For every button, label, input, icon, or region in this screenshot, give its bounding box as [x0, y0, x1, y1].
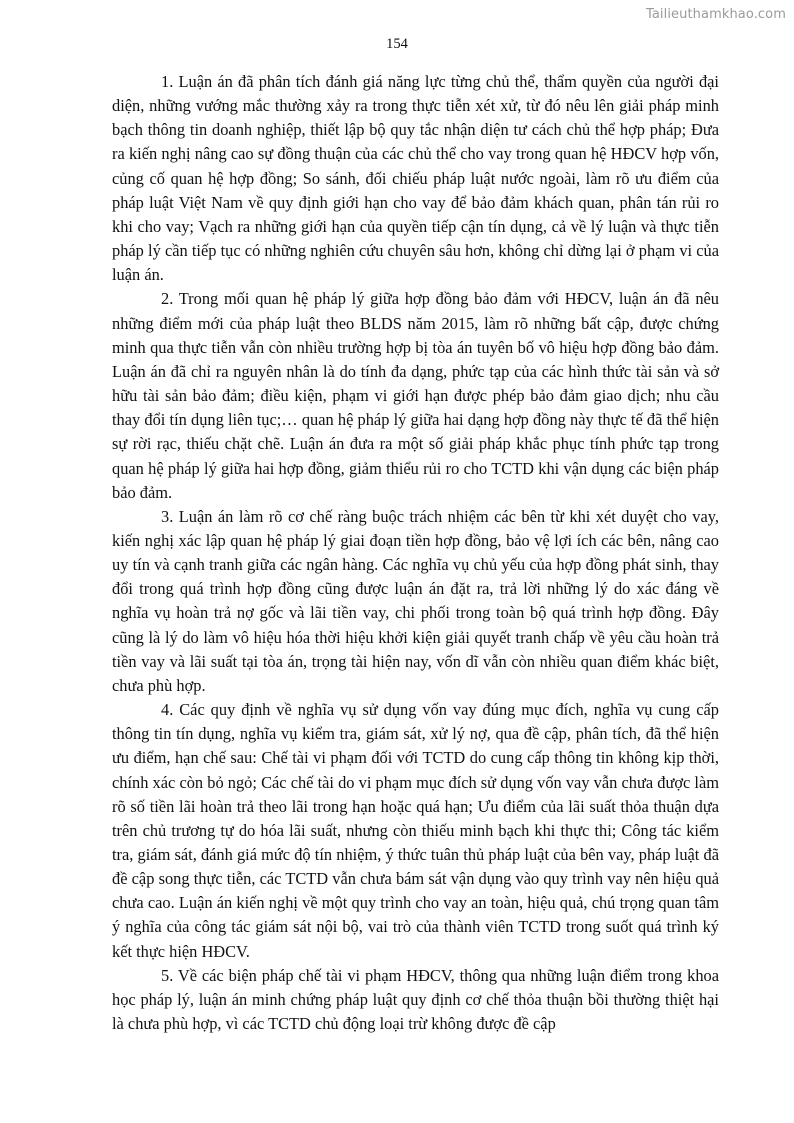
paragraph-2: 2. Trong mối quan hệ pháp lý giữa hợp đồng bảo đảm với HĐCV, luận án đã nêu những điểm mới của pháp luật theo BLDS năm 2015, làm rõ những bất cập, được chứng minh qua thực tiễn vẫn còn nhiều trường hợp bị tòa án tuyên bố vô hiệu hợp đồng bảo đảm. Luận án đã chỉ ra nguyên nhân là do tính đa dạng, phức tạp của các hình thức tài sản và sở hữu tài sản bảo đảm; điều kiện, phạm vi giới hạn được phép bảo đảm giao dịch; nhu cầu thay đổi tín dụng liên tục;… quan hệ pháp lý giữa hai dạng hợp đồng này thực tế đã thể hiện sự rời rạc, thiếu chặt chẽ. Luận án đưa ra một số giải pháp khắc phục tính phức tạp trong quan hệ pháp lý giữa hai hợp đồng, giảm thiểu rủi ro cho TCTD khi vận dụng các biện pháp bảo đảm.	[112, 289, 719, 502]
paragraph-3: 3. Luận án làm rõ cơ chế ràng buộc trách nhiệm các bên từ khi xét duyệt cho vay, kiến nghị xác lập quan hệ pháp lý giai đoạn tiền hợp đồng, bảo vệ lợi ích các bên, nâng cao uy tín và cạnh tranh giữa các ngân hàng. Các nghĩa vụ chủ yếu của hợp đồng phát sinh, thay đổi trong quá trình hợp đồng cũng được luận án đặt ra, trả lời những lý do xác đáng về nghĩa vụ hoàn trả nợ gốc và lãi tiền vay, chi phối trong toàn bộ quá trình hợp đồng. Đây cũng là lý do làm vô hiệu hóa thời hiệu khởi kiện giải quyết tranh chấp về yêu cầu hoàn trả tiền vay và lãi suất tại tòa án, trọng tài hiện nay, vốn dĩ vẫn còn nhiều quan điểm khác biệt, chưa phù hợp.	[112, 506, 719, 695]
paragraph-4: 4. Các quy định về nghĩa vụ sử dụng vốn vay đúng mục đích, nghĩa vụ cung cấp thông tin tín dụng, nghĩa vụ kiểm tra, giám sát, xử lý nợ, qua đề cập, phân tích, đã thể hiện ưu điểm, hạn chế sau: Chế tài vi phạm đối với TCTD do cung cấp thông tin không kịp thời, chính xác còn bỏ ngỏ; Các chế tài do vi phạm mục đích sử dụng vốn vay vẫn chưa được làm rõ số tiền lãi hoàn trả theo lãi trong hạn hoặc quá hạn; Ưu điểm của lãi suất thỏa thuận dựa trên chủ trương tự do hóa lãi suất, nhưng còn thiếu minh bạch khi thực thi; Công tác kiểm tra, giám sát, đánh giá mức độ tín nhiệm, ý thức tuân thủ pháp luật của bên vay, pháp luật đã đề cập song thực tiễn, các TCTD vẫn chưa bám sát vận dụng vào quy trình vay nên hiệu quả chưa cao. Luận án kiến nghị về một quy trình cho vay an toàn, hiệu quả, chú trọng quan tâm ý nghĩa của công tác giám sát nội bộ, vai trò của thành viên TCTD trong suốt quá trình ký kết thực hiện HĐCV.	[112, 700, 719, 961]
paragraph-1: 1. Luận án đã phân tích đánh giá năng lực từng chủ thể, thẩm quyền của người đại diện, những vướng mắc thường xảy ra trong thực tiễn xét xử, từ đó nêu lên giải pháp minh bạch thông tin doanh nghiệp, thiết lập bộ quy tắc nhận diện tư cách chủ thể hợp pháp; Đưa ra kiến nghị nâng cao sự đồng thuận của các chủ thể cho vay trong quan hệ HĐCV hợp vốn, củng cố quan hệ hợp đồng; So sánh, đối chiếu pháp luật nước ngoài, làm rõ ưu điểm của pháp luật Việt Nam về quy định giới hạn cho vay để bảo đảm khách quan, phân tán rủi ro khi cho vay; Vạch ra những giới hạn của quyền tiếp cận tín dụng, cả về lý luận và thực tiễn pháp lý cần tiếp tục có những nghiên cứu chuyên sâu hơn, không chỉ dừng lại ở phạm vi của luận án.	[112, 72, 719, 285]
page-number: 154	[386, 36, 408, 52]
paragraph-5: 5. Về các biện pháp chế tài vi phạm HĐCV, thông qua những luận điểm trong khoa học pháp lý, luận án minh chứng pháp luật quy định cơ chế thỏa thuận bồi thường thiệt hại là chưa phù hợp, vì các TCTD chủ động loại trừ không được đề cập	[112, 965, 719, 1034]
document-body	[112, 70, 719, 1036]
watermark: Tailieuthamkhao.com	[645, 7, 786, 22]
